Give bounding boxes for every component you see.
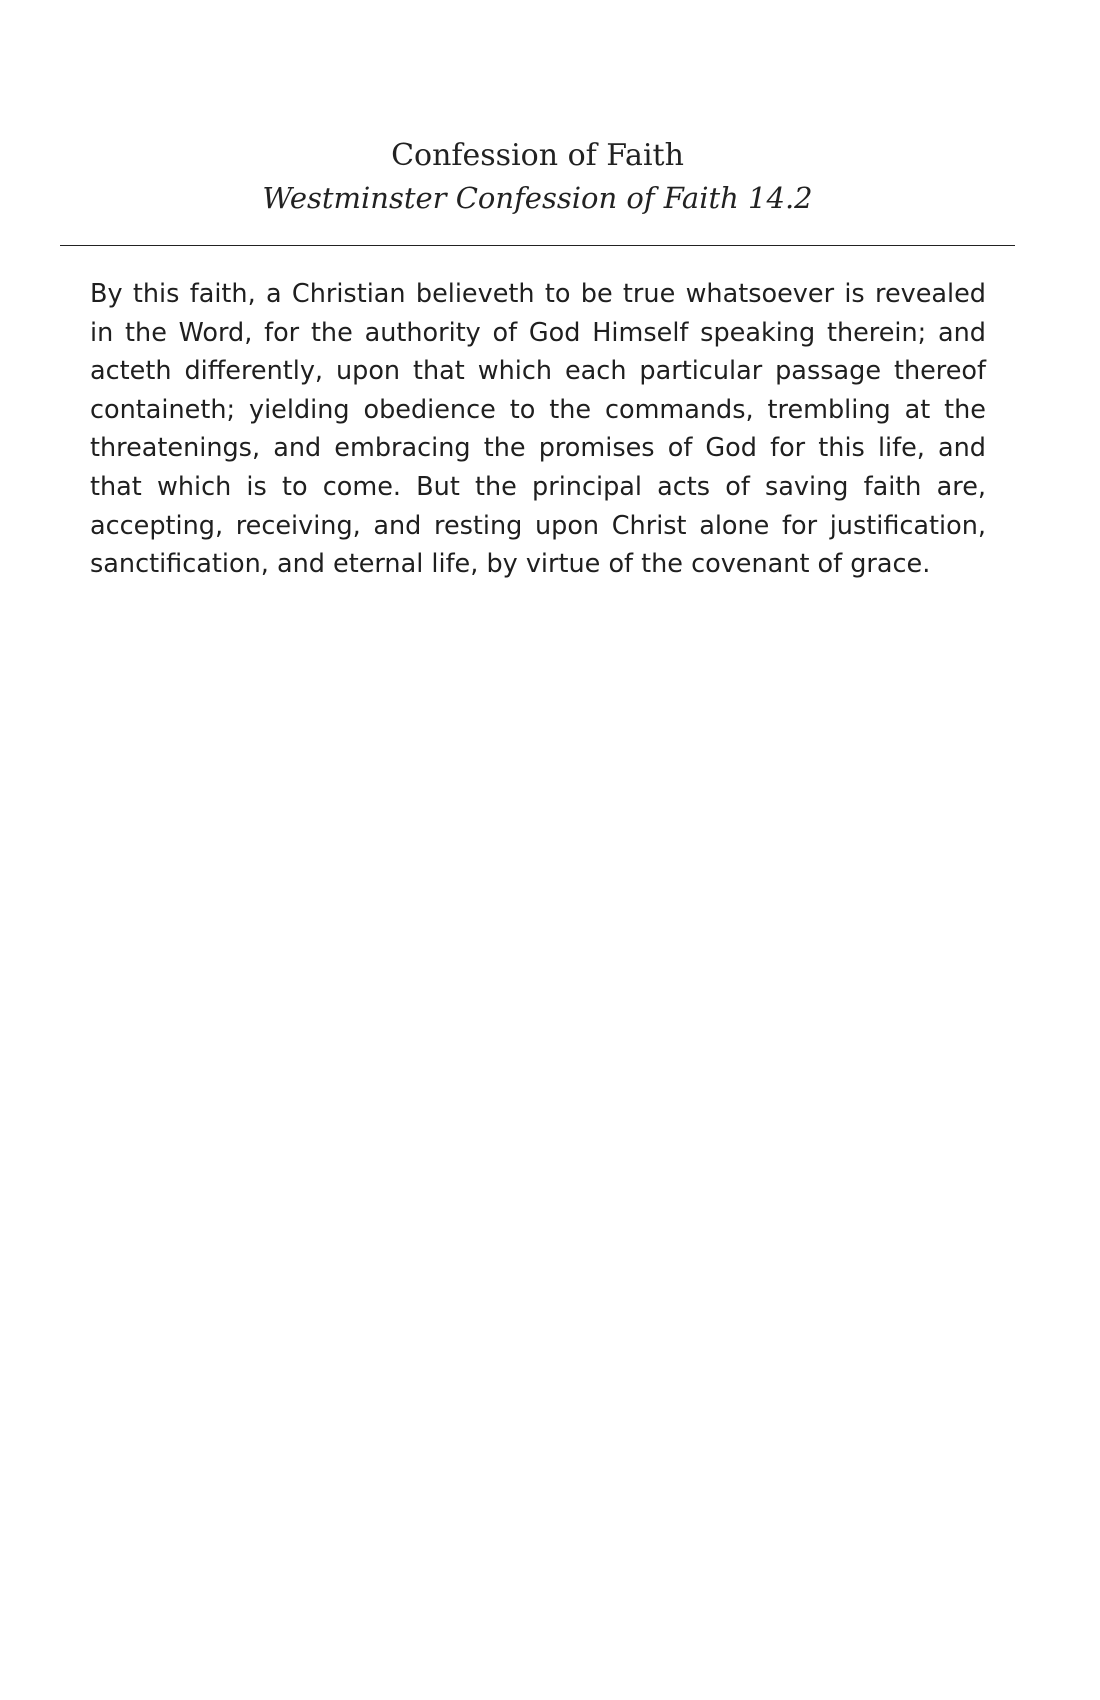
source-citation: Westminster Confession of Faith 14.2 xyxy=(262,181,813,215)
page-title: Confession of Faith xyxy=(391,138,684,173)
body-paragraph: By this faith, a Christian believeth to be true whatsoever is revealed in the Word, for the authority of God Himself speaking therein; and acteth differently, upon that which each particular passage thereof containeth; yielding obedience to the commands, trembling at the threatenings, and embracing the promises of God for this life, and that which is to come. But the principal acts of saving faith are, accepting, receiving, and resting upon Christ alone for justification, sanctification, and eternal life, by virtue of the covenant of grace. xyxy=(90,279,986,580)
header-divider xyxy=(60,245,1015,246)
page-header xyxy=(60,136,1015,218)
